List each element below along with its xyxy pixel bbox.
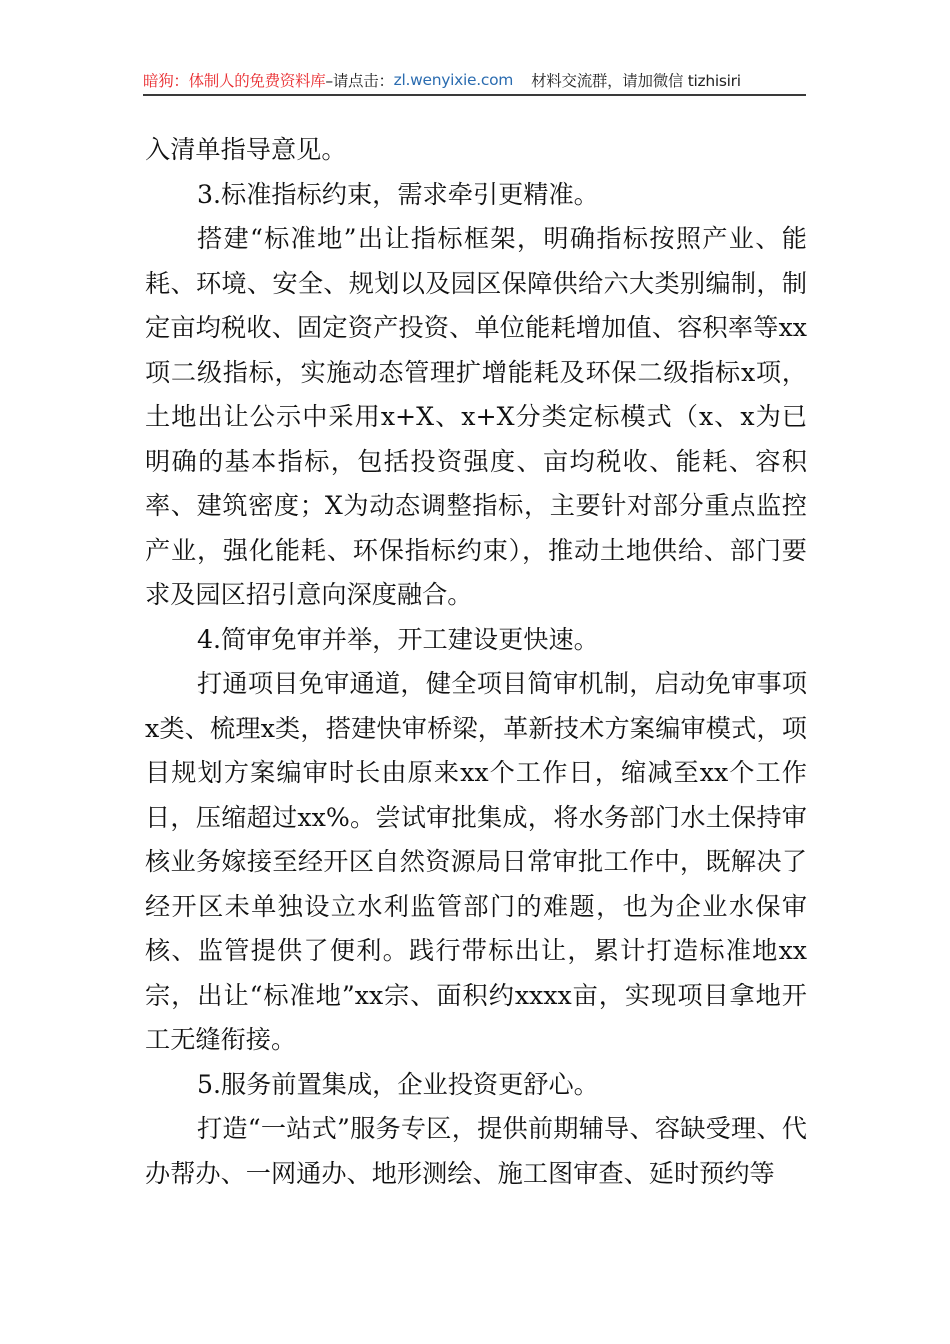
header-divider xyxy=(143,94,806,96)
site-url-link[interactable]: zl.wenyixie.com xyxy=(393,71,514,89)
site-name: 暗狗：体制人的免费资料库 xyxy=(143,72,326,90)
document-body xyxy=(145,128,807,1196)
paragraph-5: 打造“一站式”服务专区，提供前期辅导、容缺受理、代办帮办、一网通办、地形测绘、施工图审查、延时预约等 xyxy=(145,1114,807,1188)
section-heading-3: 3.标准指标约束，需求牵引更精准。 xyxy=(197,179,599,209)
paragraph-continuation: 入清单指导意见。 xyxy=(145,135,347,164)
click-prompt: –请点击： xyxy=(325,72,394,90)
contact-info: 材料交流群，请加微信 tizhisiri xyxy=(531,72,741,90)
page-header xyxy=(143,66,806,94)
paragraph-3: 搭建“标准地”出让指标框架，明确指标按照产业、能耗、环境、安全、规划以及园区保障供给六大类别编制，制定亩均税收、固定资产投资、单位能耗增加值、容积率等xx项二级指标，实施动态管理扩增能耗及环保二级指标x项，土地出让公示中采用x+X、x+X分类定标模式（x、x为已明确的基本指标，包括投资强度、亩均税收、能耗、容积率、建筑密度；X为动态调整指标，主要针对部分重点监控产业，强化能耗、环保指标约束），推动土地供给、部门要求及园区招引意向深度融合。 xyxy=(145,224,807,609)
section-heading-4: 4.简审免审并举，开工建设更快速。 xyxy=(197,624,599,654)
section-heading-5: 5.服务前置集成，企业投资更舒心。 xyxy=(197,1069,599,1099)
paragraph-4: 打通项目免审通道，健全项目简审机制，启动免审事项x类、梳理x类，搭建快审桥梁，革新技术方案编审模式，项目规划方案编审时长由原来xx个工作日，缩减至xx个工作日，压缩超过xx%。尝试审批集成，将水务部门水土保持审核业务嫁接至经开区自然资源局日常审批工作中，既解决了经开区未单独设立水利监管部门的难题，也为企业水保审核、监管提供了便利。践行带标出让，累计打造标准地xx宗，出让“标准地”xx宗、面积约xxxx亩，实现项目拿地开工无缝衔接。 xyxy=(145,669,807,1054)
